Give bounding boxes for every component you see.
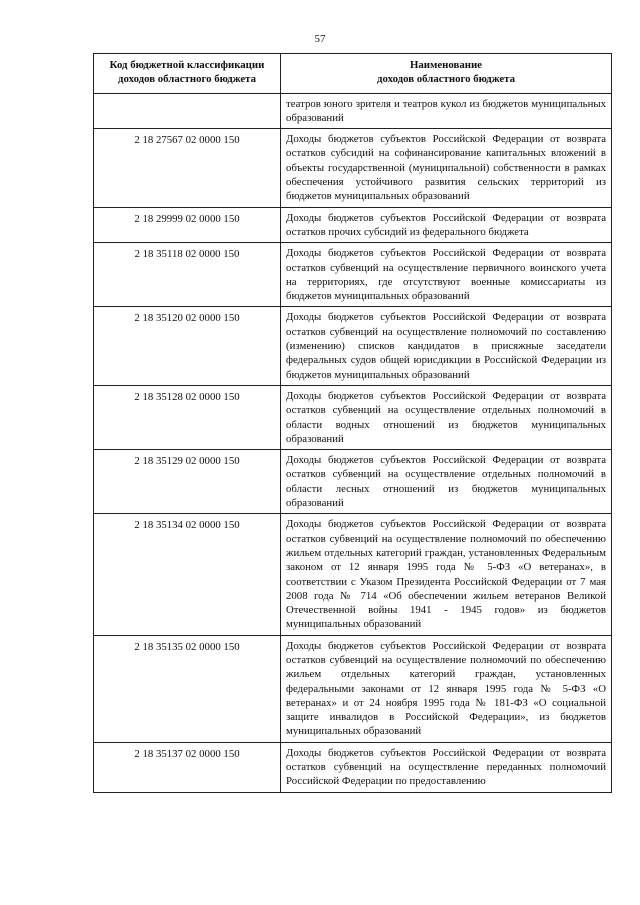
income-name-cell: Доходы бюджетов субъектов Российской Федерации от возврата остатков субсидий на софинансирование капитальных вложений в объекты государственной (муниципальной) собственности в рамках обеспечения устойчивого развития сельских территорий из бюджетов муниципальных образований xyxy=(281,129,612,207)
table-row xyxy=(94,129,612,207)
income-name-cell: Доходы бюджетов субъектов Российской Федерации от возврата остатков субвенций на осуществление отдельных полномочий в области лесных отношений из бюджетов муниципальных образований xyxy=(281,450,612,514)
table-row xyxy=(94,742,612,792)
column-header-code xyxy=(94,54,281,94)
table-row xyxy=(94,207,612,243)
budget-code-cell: 2 18 35135 02 0000 150 xyxy=(94,635,281,742)
column-header-code-line1: Код бюджетной классификации xyxy=(109,59,265,71)
budget-code-cell: 2 18 35120 02 0000 150 xyxy=(94,307,281,385)
budget-income-table xyxy=(93,53,612,793)
column-header-code-line2: доходов областного бюджета xyxy=(117,73,257,86)
table-row xyxy=(94,635,612,742)
income-name-cell: Доходы бюджетов субъектов Российской Федерации от возврата остатков субвенций на осуществление отдельных полномочий в области водных отношений из бюджетов муниципальных образований xyxy=(281,385,612,449)
income-name-cell: Доходы бюджетов субъектов Российской Федерации от возврата остатков субвенций на осуществление полномочий по обеспечению жильем отдельных категорий граждан, установленных федеральными законами от 12 января 1995 года № 5-ФЗ «О ветеранах» и от 24 ноября 1995 года № 181-ФЗ «О социальной защите инвалидов в Российской Федерации», из бюджетов муниципальных образований xyxy=(281,635,612,742)
budget-code-cell: 2 18 35134 02 0000 150 xyxy=(94,514,281,635)
income-name-cell: Доходы бюджетов субъектов Российской Федерации от возврата остатков субвенций на осуществление переданных полномочий Российской Федерации по предоставлению xyxy=(281,742,612,792)
table-row xyxy=(94,450,612,514)
budget-code-cell: 2 18 35137 02 0000 150 xyxy=(94,742,281,792)
table-row xyxy=(94,514,612,635)
income-name-cell: Доходы бюджетов субъектов Российской Федерации от возврата остатков субвенций на осуществление первичного воинского учета на территориях, где отсутствуют военные комиссариаты из бюджетов муниципальных образований xyxy=(281,243,612,307)
budget-code-cell: 2 18 35129 02 0000 150 xyxy=(94,450,281,514)
table-row xyxy=(94,307,612,385)
income-name-cell: Доходы бюджетов субъектов Российской Федерации от возврата остатков субвенций на осуществление полномочий по составлению (изменению) списков кандидатов в присяжные заседатели федеральных судов общей юрисдикции в Российской Федерации из бюджетов муниципальных образований xyxy=(281,307,612,385)
table-header-row xyxy=(94,54,612,94)
budget-code-cell xyxy=(94,93,281,129)
budget-code-cell: 2 18 35128 02 0000 150 xyxy=(94,385,281,449)
budget-code-cell: 2 18 27567 02 0000 150 xyxy=(94,129,281,207)
income-name-cell: театров юного зрителя и театров кукол из бюджетов муниципальных образований xyxy=(281,93,612,129)
column-header-name-line1: Наименование xyxy=(410,59,482,71)
column-header-name xyxy=(281,54,612,94)
income-name-cell: Доходы бюджетов субъектов Российской Федерации от возврата остатков прочих субсидий из федерального бюджета xyxy=(281,207,612,243)
column-header-name-line2: доходов областного бюджета xyxy=(376,73,516,86)
page-number: 57 xyxy=(314,33,326,45)
budget-code-cell: 2 18 35118 02 0000 150 xyxy=(94,243,281,307)
income-name-cell: Доходы бюджетов субъектов Российской Федерации от возврата остатков субвенций на осуществление полномочий по обеспечению жильем отдельных категорий граждан, установленных Федеральным законом от 12 января 1995 года № 5-ФЗ «О ветеранах», в соответствии с Указом Президента Российской Федерации от 7 мая 2008 года № 714 «Об обеспечении жильем ветеранов Великой Отечественной войны 1941 - 1945 годов» из бюджетов муниципальных образований xyxy=(281,514,612,635)
table-row xyxy=(94,93,612,129)
budget-code-cell: 2 18 29999 02 0000 150 xyxy=(94,207,281,243)
table-row xyxy=(94,385,612,449)
table-row xyxy=(94,243,612,307)
